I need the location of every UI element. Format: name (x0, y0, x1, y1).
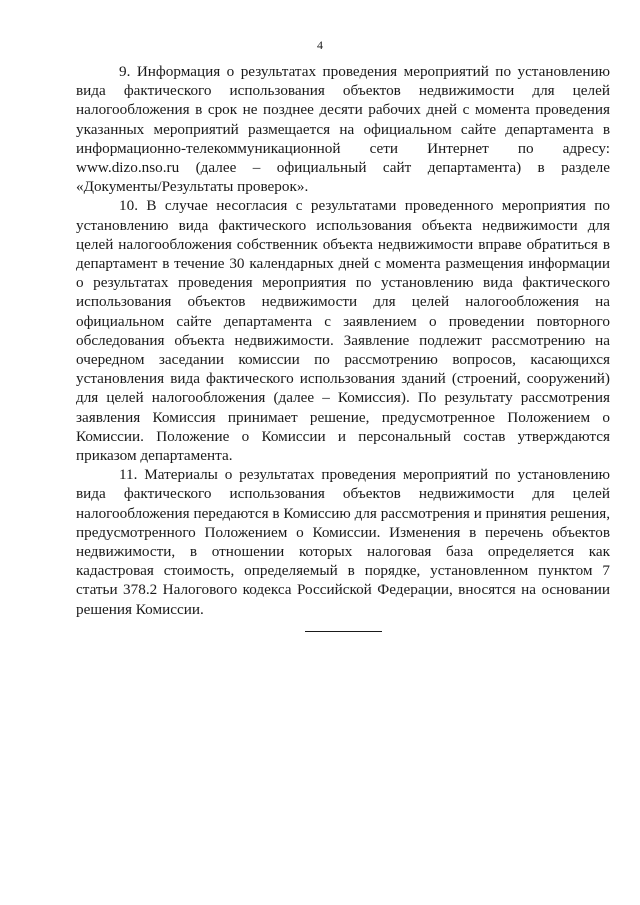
paragraph-10: 10. В случае несогласия с результатами проведенного мероприятия по установлению вида фактического использования объекта недвижимости для целей налогообложения собственник объекта недвижимости вправе обратиться в департамент в течение 30 календарных дней с момента размещения информации о результатах проведения мероприятия по установлению вида фактического использования объектов недвижимости для целей налогообложения на официальном сайте департамента с заявлением о проведении повторного обследования объекта недвижимости. Заявление подлежит рассмотрению на очередном заседании комиссии по рассмотрению вопросов, касающихся установления вида фактического использования зданий (строений, сооружений) для целей налогообложения (далее – Комиссия). По результату рассмотрения заявления Комиссия принимает решение, предусмотренное Положением о Комиссии. Положение о Комиссии и персональный состав утверждаются приказом департамента. (76, 197, 610, 465)
end-of-document-rule (305, 631, 382, 632)
page-number: 4 (317, 38, 323, 52)
paragraph-9: 9. Информация о результатах проведения мероприятий по установлению вида фактического использования объектов недвижимости для целей налогообложения в срок не позднее десяти рабочих дней с момента проведения указанных мероприятий размещается на официальном сайте департамента в информационно-телекоммуникационной сети Интернет по адресу: www.dizo.nso.ru (далее – официальный сайт департамента) в разделе «Документы/Результаты проверок». (76, 63, 610, 196)
document-body (76, 62, 610, 619)
paragraph-11: 11. Материалы о результатах проведения мероприятий по установлению вида фактического использования объектов недвижимости для целей налогообложения передаются в Комиссию для рассмотрения и принятия решения, предусмотренного Положением о Комиссии. Изменения в перечень объектов недвижимости, в отношении которых налоговая база определяется как кадастровая стоимость, определяемый в порядке, установленном пунктом 7 статьи 378.2 Налогового кодекса Российской Федерации, вносятся на основании решения Комиссии. (76, 466, 610, 618)
